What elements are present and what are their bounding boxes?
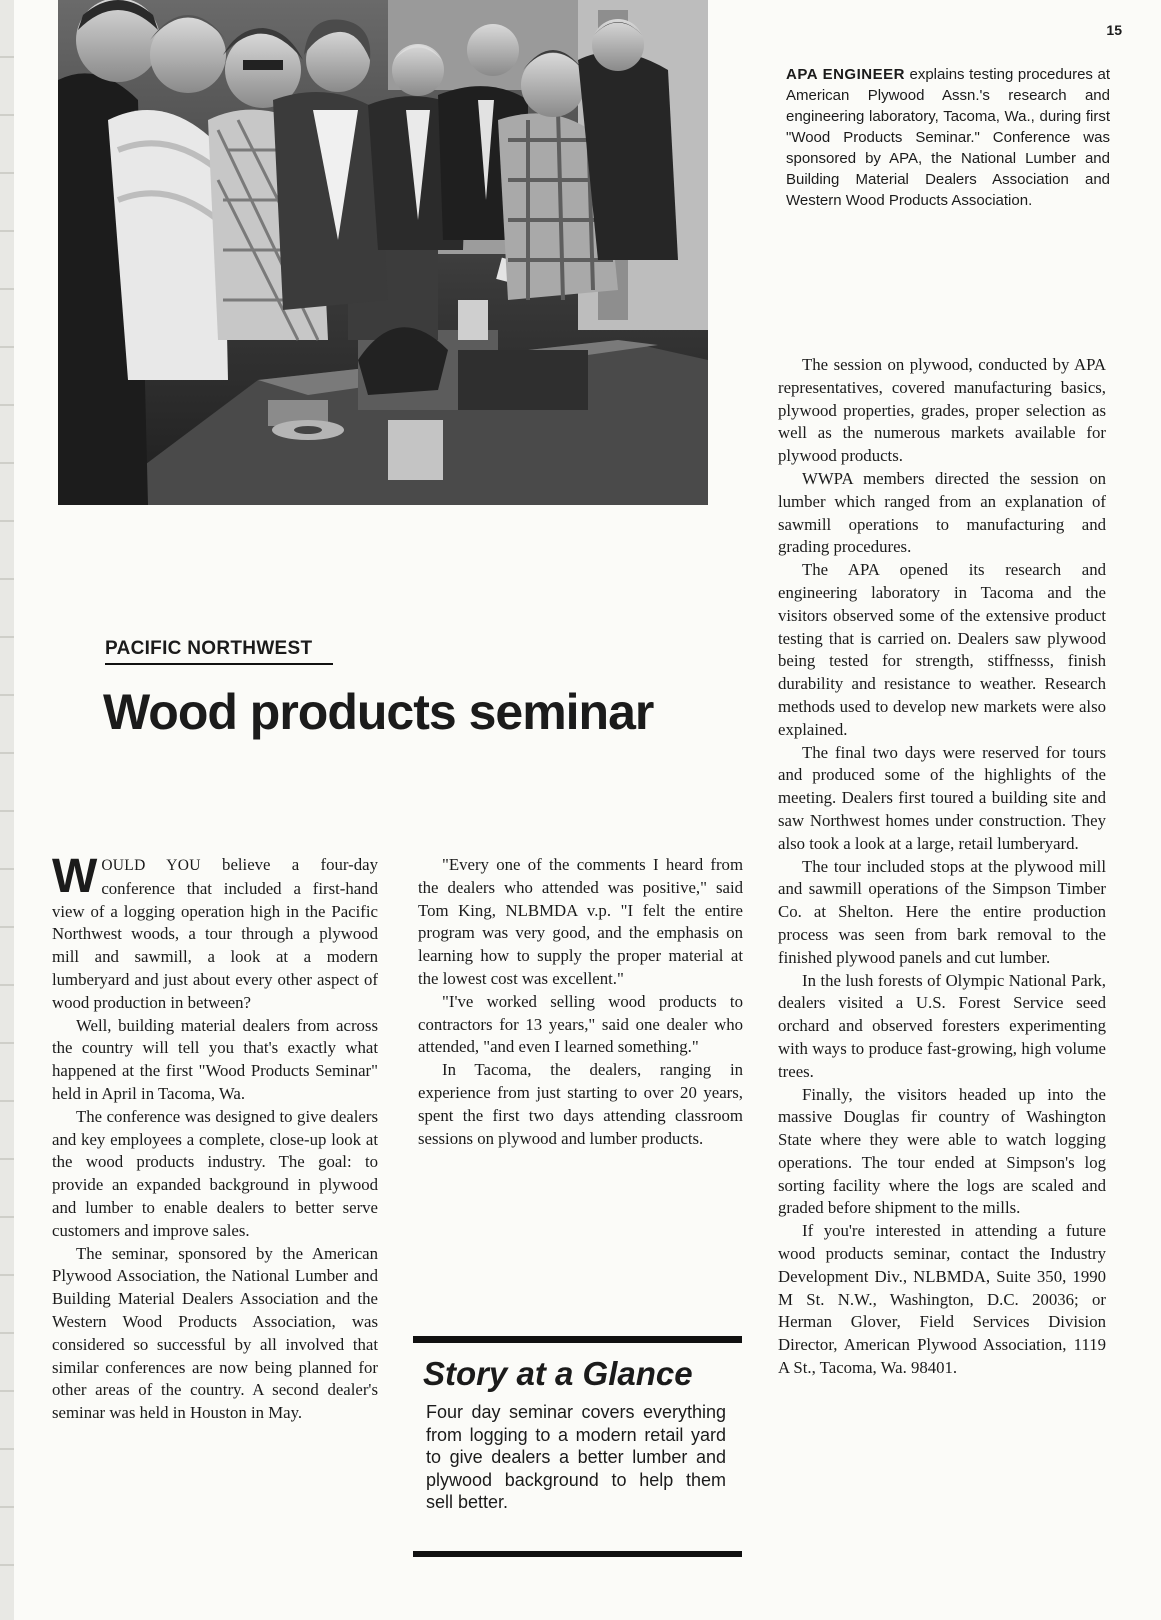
paragraph: The conference was designed to give dealers and key employees a complete, close-up look at the wood products industry. The goal: to provide an expanded background in plywood and lumber to enable dealers to better serve customers and improve sales. — [52, 1106, 378, 1240]
paragraph: Finally, the visitors headed up into the massive Douglas fir country of Washington State where they were able to watch logging operations. The tour ended at Simpson's log sorting facility where the logs are scaled and graded before shipment to the mills. — [778, 1084, 1106, 1218]
drop-cap: W — [52, 850, 98, 903]
lead-text: believe a four-day conference that included a first-hand view of a logging operation high in the Pacific Northwest woods, a tour through a plywood mill and sawmill, a look at a modern lumberyard and just about every other aspect of wood production in between? — [52, 855, 378, 1012]
paragraph: The tour included stops at the plywood mill and sawmill operations of the Simpson Timber Co. at Shelton. Here the entire production process was seen from bark removal to the finished plywood panels and cut lumber. — [778, 856, 1106, 967]
glance-rule-top — [413, 1336, 742, 1343]
article-headline: Wood products seminar — [103, 684, 654, 740]
caption-text: explains testing procedures at American Plywood Assn.'s research and engineering laboratory, Tacoma, Wa., during first "Wood Products Seminar." Conference was sponsored by APA, the National Lumber and Building Material Dealers Association and Western Wood Products Association. — [786, 66, 1110, 209]
glance-title: Story at a Glance — [423, 1355, 693, 1392]
section-kicker: PACIFIC NORTHWEST — [105, 638, 333, 665]
paragraph: In the lush forests of Olympic National Park, dealers visited a U.S. Forest Service seed orchard and observed foresters experimenting with ways to produce fast-growing, high volume trees. — [778, 970, 1106, 1081]
paragraph: The seminar, sponsored by the American Plywood Association, the National Lumber and Building Material Dealers Association and the Western Wood Products Association, was considered so successful by all involved that similar conferences are now being planned for other areas of the country. A second dealer's seminar was held in Houston in May. — [52, 1243, 378, 1423]
paragraph: WWPA members directed the session on lumber which ranged from an explanation of sawmill operations to manufacturing and grading procedures. — [778, 468, 1106, 557]
lab-photo — [58, 0, 708, 505]
page-binding-edge — [0, 0, 14, 1620]
page-number: 15 — [1106, 22, 1122, 38]
paragraph: "Every one of the comments I heard from the dealers who attended was positive," said Tom King, NLBMDA v.p. "I felt the entire program was very good, and the emphasis on learning how to supply the proper material at the lowest cost was excellent." — [418, 855, 743, 988]
paragraph: In Tacoma, the dealers, ranging in experience from just starting to over 20 years, spent the first two days attending classroom sessions on plywood and lumber products. — [418, 1060, 743, 1148]
paragraph: If you're interested in attending a future wood products seminar, contact the Industry Development Div., NLBMDA, Suite 350, 1990 M St. N.W., Washington, D.C. 20036; or Herman Glover, Field Services Division Director, American Plywood Association, 1119 A St., Tacoma, Wa. 98401. — [778, 1221, 1106, 1378]
article-column-3 — [778, 354, 1106, 1380]
glance-rule-bottom — [413, 1551, 742, 1557]
paragraph: The final two days were reserved for tours and produced some of the highlights of the meeting. Dealers first toured a building site and saw Northwest homes under construction. They also took a look at a large, retail lumberyard. — [778, 742, 1106, 853]
paragraph: The APA opened its research and engineering laboratory in Tacoma and the visitors observed some of the extensive product testing that is carried on. Dealers saw plywood being tested for strength, stiffnesss, finish durability and resistance to weather. Research methods used to develop new markets were also explained. — [778, 560, 1106, 739]
photo-caption — [786, 64, 1110, 211]
photograph-lab-visitors-icon — [58, 0, 708, 505]
paragraph: "I've worked selling wood products to contractors for 13 years," said one dealer who attended, "and even I learned something." — [418, 991, 743, 1057]
caption-lead: APA ENGINEER — [786, 66, 905, 83]
paragraph: The session on plywood, conducted by APA representatives, covered manufacturing basics, plywood properties, grades, proper selection as well as the numerous markets available for plywood products. — [778, 355, 1106, 466]
paragraph-lead — [52, 850, 378, 1015]
lead-caps: OULD YOU — [101, 857, 201, 874]
paragraph: Well, building material dealers from across the country will tell you that's exactly what happened at the first "Wood Products Seminar" held in April in Tacoma, Wa. — [52, 1015, 378, 1103]
glance-summary: Four day seminar covers everything from logging to a modern retail yard to give dealers a better lumber and plywood background to help them sell better. — [426, 1402, 726, 1513]
article-column-2 — [418, 854, 743, 1150]
article-column-1 — [52, 850, 378, 1425]
